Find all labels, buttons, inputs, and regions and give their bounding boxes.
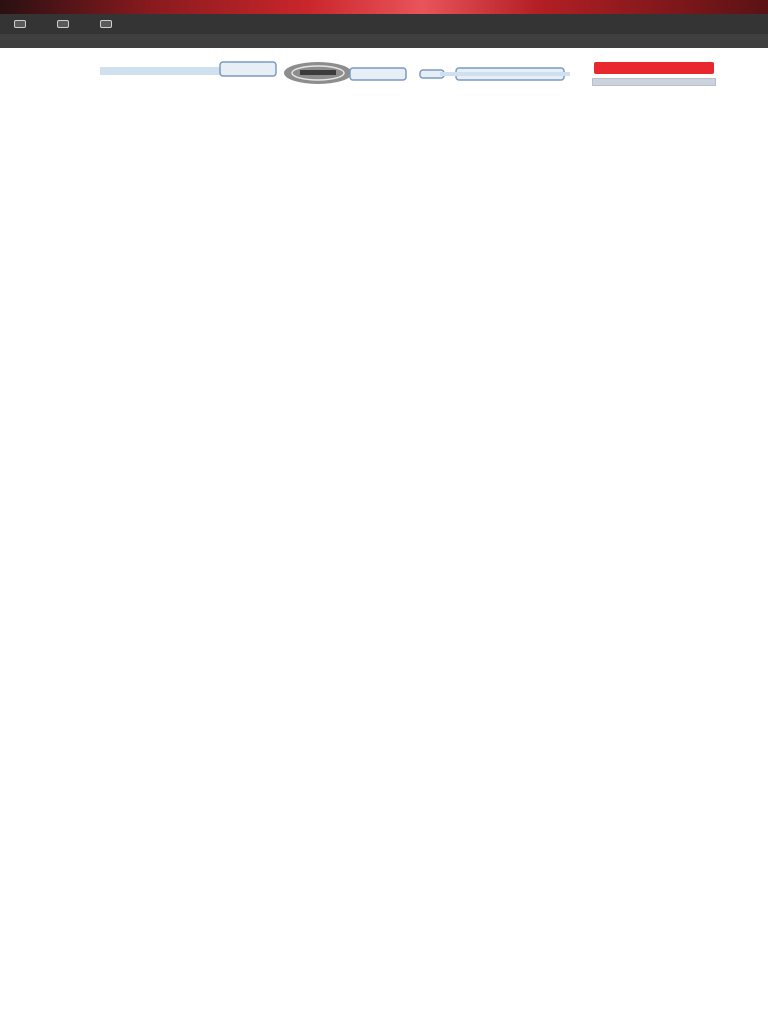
folder-icon [57,20,69,28]
breadcrumb[interactable] [24,50,744,58]
document-icon [100,20,112,28]
banner-left-block [220,62,276,76]
sub-navbar [0,34,768,48]
page-content [24,50,744,1020]
main-navbar [0,14,768,34]
banner-right-bar [440,72,570,76]
home-icon [14,20,26,28]
nav-item-folder[interactable] [57,14,74,34]
headline-banner [100,60,570,86]
page-header-row [24,60,744,106]
search-box[interactable] [594,62,714,74]
nav-item-document[interactable] [100,14,117,34]
top-decorative-banner [0,0,768,14]
banner-center-logo-text [300,70,336,75]
user-chip[interactable] [592,78,716,86]
banner-right-block-1 [350,68,406,80]
nav-item-home[interactable] [14,14,31,34]
